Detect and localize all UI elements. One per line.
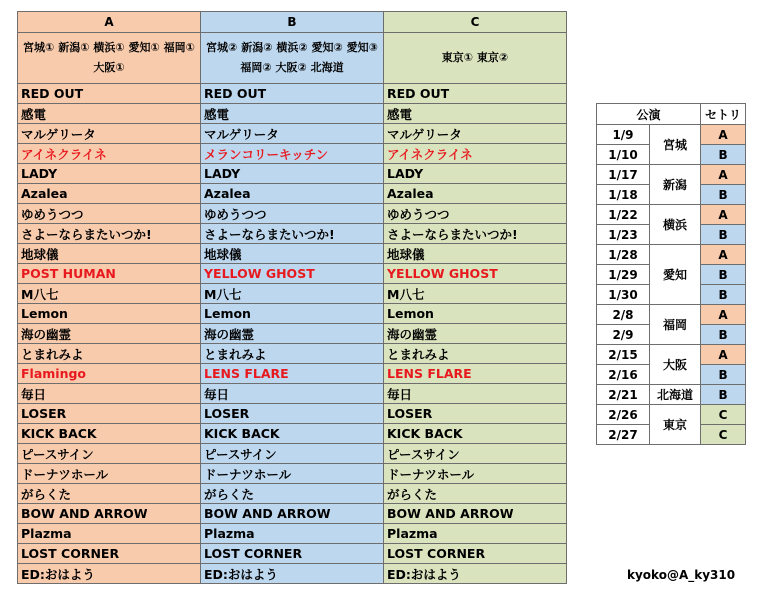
show-date: 1/23 (597, 225, 650, 245)
show-setlist: B (701, 185, 746, 205)
song-cell-b: LOSER (201, 404, 384, 424)
song-cell-c: LOST CORNER (384, 544, 567, 564)
schedule-header-set: セトリ (701, 104, 746, 125)
song-cell-b: ED:おはよう (201, 564, 384, 584)
show-setlist: B (701, 225, 746, 245)
setlist-column-headers (18, 12, 567, 33)
column-b-venues: 宮城② 新潟② 横浜② 愛知② 愛知③ 福岡② 大阪② 北海道 (201, 33, 384, 84)
song-cell-b: M八七 (201, 284, 384, 304)
song-cell-a: マルゲリータ (18, 124, 201, 144)
show-date: 1/10 (597, 145, 650, 165)
song-cell-a: LOST CORNER (18, 544, 201, 564)
song-row (18, 344, 567, 364)
show-venue: 大阪 (650, 345, 701, 385)
song-cell-c: ピースサイン (384, 444, 567, 464)
show-setlist: A (701, 305, 746, 325)
show-date: 1/9 (597, 125, 650, 145)
show-venue: 宮城 (650, 125, 701, 165)
schedule-row (597, 405, 746, 425)
song-cell-a: RED OUT (18, 84, 201, 104)
song-cell-c: Lemon (384, 304, 567, 324)
show-date: 2/21 (597, 385, 650, 405)
song-row (18, 504, 567, 524)
song-cell-c: マルゲリータ (384, 124, 567, 144)
song-row (18, 284, 567, 304)
song-cell-b: メランコリーキッチン (201, 144, 384, 164)
song-cell-b: マルゲリータ (201, 124, 384, 144)
show-setlist: A (701, 165, 746, 185)
song-row (18, 384, 567, 404)
show-date: 2/8 (597, 305, 650, 325)
credit-handle: kyoko@A_ky310 (627, 568, 736, 582)
song-row (18, 184, 567, 204)
song-cell-a: POST HUMAN (18, 264, 201, 284)
song-cell-c: アイネクライネ (384, 144, 567, 164)
show-setlist: A (701, 245, 746, 265)
song-cell-a: さよーならまたいつか! (18, 224, 201, 244)
show-setlist: B (701, 325, 746, 345)
song-cell-a: 毎日 (18, 384, 201, 404)
song-cell-a: KICK BACK (18, 424, 201, 444)
show-date: 2/16 (597, 365, 650, 385)
song-cell-a: BOW AND ARROW (18, 504, 201, 524)
song-row (18, 124, 567, 144)
schedule-row (597, 305, 746, 325)
song-cell-b: LOST CORNER (201, 544, 384, 564)
song-cell-c: 海の幽霊 (384, 324, 567, 344)
show-date: 2/26 (597, 405, 650, 425)
song-cell-c: LADY (384, 164, 567, 184)
song-row (18, 304, 567, 324)
song-cell-a: Azalea (18, 184, 201, 204)
show-venue: 東京 (650, 405, 701, 445)
song-cell-a: LADY (18, 164, 201, 184)
show-date: 2/15 (597, 345, 650, 365)
song-cell-a: Plazma (18, 524, 201, 544)
song-row (18, 324, 567, 344)
song-cell-a: Flamingo (18, 364, 201, 384)
column-a-header: A (18, 12, 201, 33)
song-cell-b: BOW AND ARROW (201, 504, 384, 524)
song-cell-a: ED:おはよう (18, 564, 201, 584)
song-cell-c: Azalea (384, 184, 567, 204)
song-cell-c: 感電 (384, 104, 567, 124)
show-date: 1/30 (597, 285, 650, 305)
song-cell-b: 地球儀 (201, 244, 384, 264)
song-cell-b: Azalea (201, 184, 384, 204)
song-cell-b: さよーならまたいつか! (201, 224, 384, 244)
song-cell-c: ゆめうつつ (384, 204, 567, 224)
song-row (18, 464, 567, 484)
song-cell-b: 感電 (201, 104, 384, 124)
schedule-row (597, 385, 746, 405)
song-row (18, 204, 567, 224)
setlist-body (18, 84, 567, 584)
song-cell-c: LENS FLARE (384, 364, 567, 384)
show-date: 1/29 (597, 265, 650, 285)
song-row (18, 144, 567, 164)
song-cell-a: 感電 (18, 104, 201, 124)
song-cell-c: 毎日 (384, 384, 567, 404)
song-cell-c: BOW AND ARROW (384, 504, 567, 524)
song-cell-b: KICK BACK (201, 424, 384, 444)
show-date: 2/27 (597, 425, 650, 445)
song-cell-c: 地球儀 (384, 244, 567, 264)
column-c-venues: 東京① 東京② (384, 33, 567, 84)
show-setlist: B (701, 285, 746, 305)
schedule-row (597, 125, 746, 145)
show-setlist: B (701, 145, 746, 165)
song-cell-c: M八七 (384, 284, 567, 304)
show-venue: 北海道 (650, 385, 701, 405)
show-venue: 福岡 (650, 305, 701, 345)
schedule-header-show: 公演 (597, 104, 701, 125)
song-cell-a: とまれみよ (18, 344, 201, 364)
song-cell-b: ドーナツホール (201, 464, 384, 484)
schedule-row (597, 165, 746, 185)
song-row (18, 424, 567, 444)
show-date: 1/28 (597, 245, 650, 265)
song-cell-b: LADY (201, 164, 384, 184)
setlist-venue-row (18, 33, 567, 84)
show-date: 2/9 (597, 325, 650, 345)
schedule-body (597, 125, 746, 445)
song-row (18, 404, 567, 424)
song-cell-c: ED:おはよう (384, 564, 567, 584)
show-setlist: C (701, 425, 746, 445)
schedule-row (597, 345, 746, 365)
show-date: 1/17 (597, 165, 650, 185)
song-cell-b: Plazma (201, 524, 384, 544)
song-cell-c: とまれみよ (384, 344, 567, 364)
song-cell-b: 海の幽霊 (201, 324, 384, 344)
song-row (18, 104, 567, 124)
show-date: 1/22 (597, 205, 650, 225)
song-cell-b: ゆめうつつ (201, 204, 384, 224)
song-cell-a: M八七 (18, 284, 201, 304)
show-setlist: B (701, 265, 746, 285)
column-a-venues: 宮城① 新潟① 横浜① 愛知① 福岡① 大阪① (18, 33, 201, 84)
show-setlist: B (701, 385, 746, 405)
song-cell-c: がらくた (384, 484, 567, 504)
schedule-header-row (597, 104, 746, 125)
song-cell-c: ドーナツホール (384, 464, 567, 484)
song-row (18, 524, 567, 544)
song-row (18, 444, 567, 464)
song-cell-a: ピースサイン (18, 444, 201, 464)
song-cell-b: がらくた (201, 484, 384, 504)
setlist-table (17, 11, 567, 584)
column-c-header: C (384, 12, 567, 33)
show-setlist: A (701, 125, 746, 145)
show-date: 1/18 (597, 185, 650, 205)
song-cell-c: KICK BACK (384, 424, 567, 444)
show-venue: 愛知 (650, 245, 701, 305)
column-b-header: B (201, 12, 384, 33)
song-row (18, 484, 567, 504)
song-cell-b: ピースサイン (201, 444, 384, 464)
song-row (18, 264, 567, 284)
show-setlist: A (701, 345, 746, 365)
song-cell-a: ゆめうつつ (18, 204, 201, 224)
song-cell-b: LENS FLARE (201, 364, 384, 384)
song-cell-c: YELLOW GHOST (384, 264, 567, 284)
show-venue: 横浜 (650, 205, 701, 245)
song-cell-a: Lemon (18, 304, 201, 324)
song-cell-b: とまれみよ (201, 344, 384, 364)
song-cell-a: LOSER (18, 404, 201, 424)
song-cell-c: さよーならまたいつか! (384, 224, 567, 244)
song-cell-b: YELLOW GHOST (201, 264, 384, 284)
show-setlist: A (701, 205, 746, 225)
song-cell-c: Plazma (384, 524, 567, 544)
song-row (18, 244, 567, 264)
song-cell-b: 毎日 (201, 384, 384, 404)
song-row (18, 224, 567, 244)
song-row (18, 84, 567, 104)
song-cell-a: ドーナツホール (18, 464, 201, 484)
show-setlist: C (701, 405, 746, 425)
schedule-row (597, 205, 746, 225)
song-cell-a: がらくた (18, 484, 201, 504)
song-row (18, 544, 567, 564)
show-setlist: B (701, 365, 746, 385)
song-cell-a: 地球儀 (18, 244, 201, 264)
schedule-row (597, 245, 746, 265)
show-venue: 新潟 (650, 165, 701, 205)
song-row (18, 564, 567, 584)
song-cell-b: RED OUT (201, 84, 384, 104)
song-cell-b: Lemon (201, 304, 384, 324)
song-cell-a: アイネクライネ (18, 144, 201, 164)
song-row (18, 164, 567, 184)
song-row (18, 364, 567, 384)
song-cell-c: LOSER (384, 404, 567, 424)
schedule-table (596, 103, 746, 445)
song-cell-c: RED OUT (384, 84, 567, 104)
song-cell-a: 海の幽霊 (18, 324, 201, 344)
